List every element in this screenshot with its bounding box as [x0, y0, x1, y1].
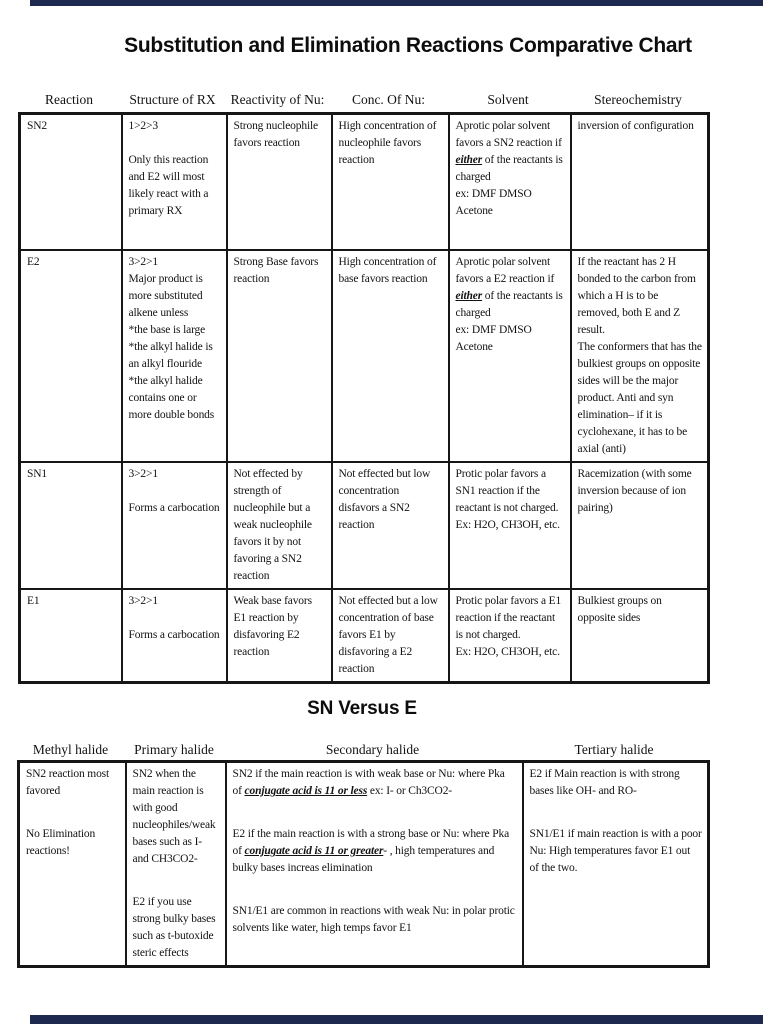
cell-e1-solvent — [449, 589, 571, 683]
cell-tertiary-halide — [523, 762, 709, 967]
paragraph: *the base is large — [128, 323, 206, 336]
cell-secondary-halide — [226, 762, 523, 967]
paragraph: Weak base favors E1 reaction by disfavoring E2 reaction — [233, 594, 312, 658]
sn-versus-e-table — [17, 760, 710, 968]
paragraph: SN2 reaction most favored — [26, 768, 110, 797]
paragraph: High concentration of nucleophile favors reaction — [338, 120, 437, 166]
cell-e2-conc — [332, 250, 449, 462]
cell-sn1-conc — [332, 462, 449, 589]
cell-e2-structure — [122, 250, 227, 462]
text-segment: of the reactants is charged — [455, 289, 563, 319]
paragraph: Not effected by strength of nucleophile but a weak nucleophile favors it by not favoring a SN2 reaction — [233, 467, 312, 582]
text-segment: ex: I- or Ch3CO2- — [367, 785, 452, 797]
paragraph: Racemization (with some inversion because of ion pairing) — [577, 467, 692, 514]
column-header-methyl-halide: Methyl halide — [32, 742, 109, 757]
text-segment: E2 if the main reaction is with a strong base or Nu: where Pka of — [232, 828, 510, 857]
paragraph: Strong nucleophile favors reaction — [233, 120, 318, 149]
cell-sn2-conc — [332, 114, 449, 250]
paragraph: The conformers that has the bulkiest groups on opposite sides will be the major product. Anti and syn elimination– if it is cyclohexane, it has to be axial (anti) — [577, 340, 702, 455]
paragraph — [456, 254, 565, 322]
column-header-reactivity-of-nu: Reactivity of Nu: — [230, 92, 325, 107]
paragraph: *the alkyl halide contains one or more double bonds — [128, 374, 215, 421]
column-header-tertiary-halide: Tertiary halide — [574, 742, 654, 757]
cell-sn2-reactivity — [227, 114, 332, 250]
reaction-label: SN2 — [27, 120, 48, 132]
column-header-structure-of-rx: Structure of RX — [129, 92, 216, 107]
paragraph: 3>2>1 — [128, 594, 158, 607]
column-header-solvent: Solvent — [487, 92, 529, 107]
reaction-label: E2 — [27, 255, 40, 268]
paragraph: Bulkiest groups on opposite sides — [577, 594, 662, 624]
paragraph: Not effected but a low concentration of base favors E1 by disfavoring a E2 reaction — [338, 594, 438, 675]
column-header-conc-of-nu: Conc. Of Nu: — [351, 92, 426, 107]
text-segment: of the reactants is charged — [455, 154, 563, 183]
emphasized-text: conjugate acid is 11 or less — [244, 785, 368, 797]
paragraph: Forms a carbocation — [128, 628, 220, 641]
paragraph: Only this reaction and E2 will most likely react with a primary RX — [128, 154, 209, 217]
paragraph: Major product is more substituted alkene unless — [128, 272, 203, 319]
paragraph: *the alkyl halide is an alkyl flouride — [128, 340, 213, 370]
cell-primary-halide — [126, 762, 226, 967]
text-segment: SN2 if the main reaction is with weak base or Nu: where Pka of — [232, 768, 505, 797]
table-row-halides — [19, 762, 709, 967]
cell-sn2-solvent — [449, 114, 571, 250]
cell-sn2-reaction — [20, 114, 122, 250]
cell-sn1-solvent — [449, 462, 571, 589]
cell-sn1-stereochemistry — [571, 462, 709, 589]
sn-versus-e-section — [17, 698, 707, 968]
paragraph: Strong Base favors reaction — [233, 255, 319, 285]
paragraph: Ex: H2O, CH3OH, etc. — [455, 518, 560, 531]
paragraph: ex: DMF DMSO Acetone — [455, 323, 532, 353]
paragraph: SN1/E1 if main reaction is with a poor Nu: High temperatures favor E1 out of the two. — [529, 828, 702, 874]
paragraph: Not effected but low concentration disfavors a SN2 reaction — [338, 467, 431, 531]
paragraph: 3>2>1 — [128, 255, 158, 268]
cell-e1-structure — [122, 589, 227, 683]
cell-e2-reactivity — [227, 250, 332, 462]
paragraph: If the reactant has 2 H bonded to the carbon from which a H is to be removed, both E and Z result. — [577, 255, 696, 336]
paragraph — [233, 826, 517, 877]
cell-sn1-structure — [122, 462, 227, 589]
table1-header-row — [18, 90, 707, 112]
document-title: Substitution and Elimination Reactions Comparative Chart — [124, 34, 692, 57]
cell-methyl-halide — [19, 762, 126, 967]
table2-header-row — [17, 740, 707, 760]
cell-e1-reactivity — [227, 589, 332, 683]
cell-e1-stereochemistry — [571, 589, 709, 683]
text-segment: Aprotic polar solvent favors a SN2 reaction if — [455, 120, 562, 149]
emphasized-text: conjugate acid is 11 or greater — [244, 845, 384, 857]
column-header-primary-halide: Primary halide — [134, 742, 214, 757]
comparative-chart-section — [18, 90, 707, 684]
paragraph: ex: DMF DMSO Acetone — [455, 188, 532, 217]
paragraph — [233, 766, 517, 800]
column-header-stereochemistry: Stereochemistry — [594, 92, 682, 107]
paragraph: 3>2>1 — [128, 467, 158, 480]
paragraph: Ex: H2O, CH3OH, etc. — [455, 645, 560, 658]
cell-sn1-reaction — [20, 462, 122, 589]
scan-artifact-top-bar — [30, 0, 763, 6]
table-row-e1 — [20, 589, 709, 683]
paragraph: Protic polar favors a SN1 reaction if the reactant is not charged. — [455, 467, 559, 514]
paragraph: E2 if Main reaction is with strong bases like OH- and RO- — [529, 768, 680, 797]
emphasized-text: either — [455, 154, 483, 166]
cell-sn1-reactivity — [227, 462, 332, 589]
text-segment: Aprotic polar solvent favors a E2 reaction if — [455, 255, 555, 285]
paragraph: 1>2>3 — [128, 120, 158, 132]
reaction-label: E1 — [27, 594, 40, 607]
cell-sn2-stereochemistry — [571, 114, 709, 250]
paragraph: inversion of configuration — [577, 120, 694, 132]
cell-e1-conc — [332, 589, 449, 683]
emphasized-text: either — [455, 289, 483, 302]
paragraph: High concentration of base favors reaction — [338, 255, 437, 285]
cell-e2-reaction — [20, 250, 122, 462]
paragraph: Forms a carbocation — [128, 501, 220, 514]
cell-e1-reaction — [20, 589, 122, 683]
scan-artifact-bottom-bar — [30, 1015, 763, 1024]
cell-e2-solvent — [449, 250, 571, 462]
paragraph — [456, 118, 565, 186]
paragraph: E2 if you use strong bulky bases such as t-butoxide steric effects — [132, 896, 216, 959]
reaction-label: SN1 — [27, 467, 48, 480]
paragraph: SN2 when the main reaction is with good nucleophiles/weak bases such as I- and CH3CO2- — [132, 768, 216, 865]
paragraph: Protic polar favors a E1 reaction if the reactant is not charged. — [455, 594, 562, 641]
paragraph: SN1/E1 are common in reactions with weak Nu: in polar protic solvents like water, high temps favor E1 — [232, 905, 515, 934]
table-row-sn2 — [20, 114, 709, 250]
section-title: SN Versus E — [307, 698, 417, 719]
text-segment: - , high temperatures and bulky bases increas elimination — [232, 845, 495, 874]
table-row-e2 — [20, 250, 709, 462]
cell-e2-stereochemistry — [571, 250, 709, 462]
paragraph: No Elimination reactions! — [26, 828, 96, 857]
column-header-reaction: Reaction — [45, 92, 93, 107]
table-row-sn1 — [20, 462, 709, 589]
column-header-secondary-halide: Secondary halide — [325, 742, 420, 757]
cell-sn2-structure — [122, 114, 227, 250]
reactions-comparison-table — [18, 112, 710, 684]
